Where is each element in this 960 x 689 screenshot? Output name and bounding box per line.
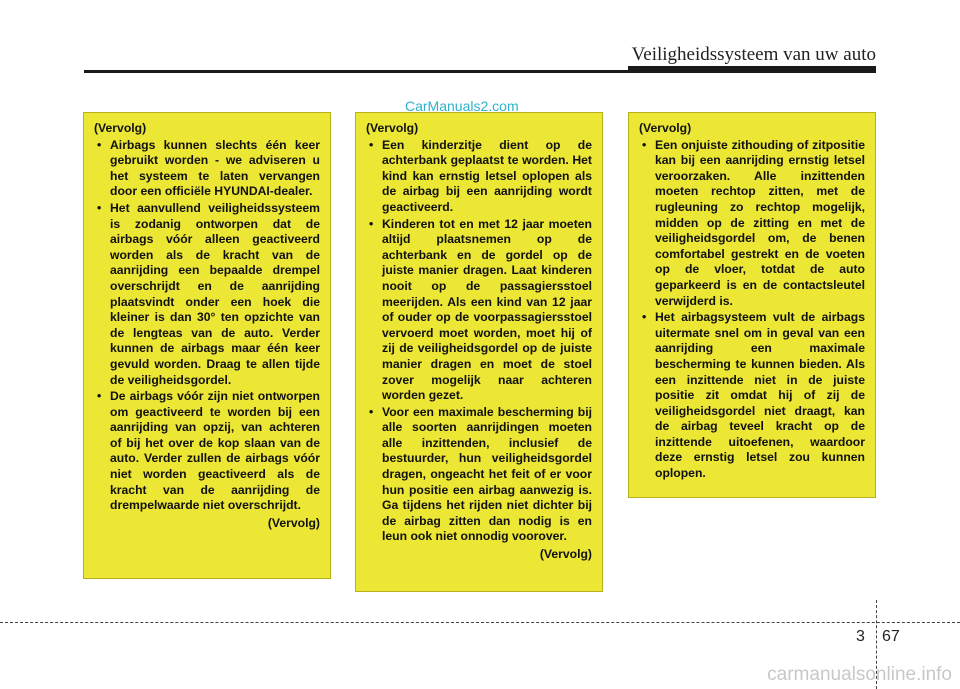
footer-watermark: carmanualsonline.info (767, 664, 952, 685)
section-number: 3 (856, 628, 865, 645)
warning-box-2 (355, 112, 603, 592)
warning-item: • De airbags vóór zijn niet ontworpen om geactiveerd te worden bij een aanrijding van opzij, van achteren of bij het over de kop slaan van de auto. Verder zullen de airbags vóór niet worden geactiveerd als de kracht van de aanrijding de drempelwaarde niet overschrijdt. (94, 389, 320, 514)
continued-label-bottom: (Vervolg) (267, 515, 320, 530)
warning-item: • Een onjuiste zithouding of zitpositie kan bij een aanrijding ernstig letsel veroorzaken. Alle inzittenden moeten rechtop zitten, met de rugleuning zo rechtop mogelijk, midden op de zitting en met de veiligheidsgordel om, de benen comfortabel gestrekt en de voeten op de vloer, totdat de auto geparkeerd is en de contactsleutel verwijderd is. (639, 138, 865, 310)
warning-item: • Een kinderzitje dient op de achterbank geplaatst te worden. Het kind kan ernstig letsel oplopen als de airbag bij een aanrijding wordt geactiveerd. (366, 138, 592, 216)
continued-label-top: (Vervolg) (639, 121, 692, 135)
continued-label-top: (Vervolg) (366, 121, 419, 135)
page-number: 67 (882, 628, 900, 645)
warning-box-1 (83, 112, 331, 579)
warning-item: • Voor een maximale bescherming bij alle soorten aanrijdingen moeten alle inzittenden, inclusief de bestuurder, hun veiligheidsgordel dragen, ongeacht het feit of er voor hun positie een airbag aanwezig is. Ga tijdens het rijden niet dichter bij de airbag zitten dan nodig is en leun ook niet onnodig voorover. (366, 405, 592, 545)
warning-list (639, 138, 865, 482)
warning-list (94, 138, 320, 514)
continued-label-bottom: (Vervolg) (539, 547, 592, 562)
continued-label-top: (Vervolg) (94, 121, 147, 135)
footer-dashed-rule (0, 622, 960, 623)
warning-item: • Airbags kunnen slechts één keer gebruikt worden - we adviseren u het systeem te laten vervangen door een officiële HYUNDAI-dealer. (94, 138, 320, 200)
page-header-title: Veiligheidssysteem van uw auto (631, 44, 876, 65)
warning-item: • Het airbagsysteem vult de airbags uitermate snel om in geval van een aanrijding een maximale bescherming te kunnen bieden. Als een inzittende niet in de juiste positie zit omdat hij of zij de veiligheidsgordel niet draagt, kan de airbag teveel kracht op de inzittende uitoefenen, waardoor deze ernstig letsel zou kunnen oplopen. (639, 310, 865, 482)
warning-item: • Kinderen tot en met 12 jaar moeten altijd plaatsnemen op de achterbank en de gordel op de juiste manier dragen. Laat kinderen nooit op de passagiersstoel meerijden. Als een kind van 12 jaar of ouder op de voorpassagiersstoel vervoerd moet worden, moet hij of zij de veiligheidsgordel op de juiste manier dragen en moet de stoel zover mogelijk naar achteren worden gezet. (366, 217, 592, 404)
warning-box-3 (628, 112, 876, 498)
header-rule-accent (628, 66, 876, 73)
warning-list (366, 138, 592, 545)
warning-item: • Het aanvullend veiligheidssysteem is zodanig ontworpen dat de airbags vóór alleen geactiveerd worden als de kracht van de aanrijding een bepaalde drempel overschrijdt en de aanrijding plaatsvindt onder een hoek die kleiner is dan 30° ten opzichte van de lengteas van de auto. Verder kunnen de airbags maar één keer gevuld worden. Draag te allen tijde de veiligheidsgordel. (94, 201, 320, 388)
watermark-text: CarManuals2.com (405, 98, 519, 114)
